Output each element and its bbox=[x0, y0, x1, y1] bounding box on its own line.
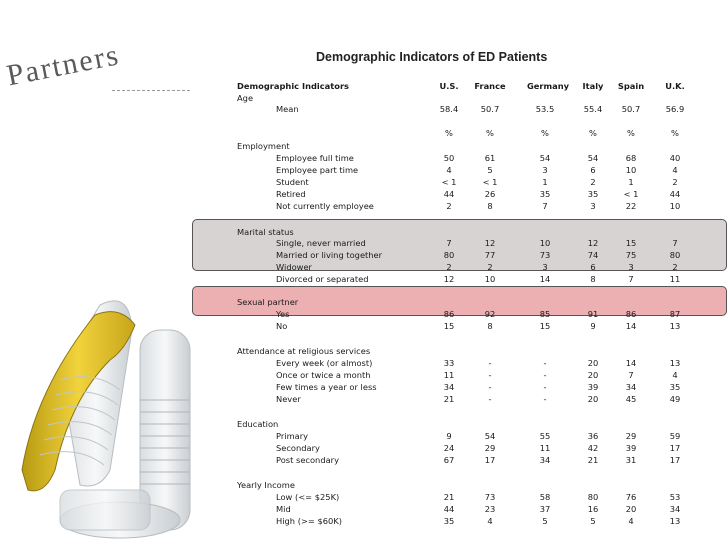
table-cell: 15 bbox=[443, 321, 455, 331]
table-cell: 40 bbox=[669, 153, 681, 163]
table-cell: 10 bbox=[625, 165, 637, 175]
table-cell: 58 bbox=[539, 492, 551, 502]
table-cell: 2 bbox=[446, 262, 452, 272]
table-cell: 80 bbox=[669, 250, 681, 260]
slide-title: Partners bbox=[4, 38, 123, 93]
table-cell: 54 bbox=[539, 153, 551, 163]
table-cell: 4 bbox=[487, 516, 493, 526]
table-cell: 56.9 bbox=[665, 104, 685, 114]
table-cell: 87 bbox=[669, 309, 681, 319]
row-label: Never bbox=[276, 394, 301, 404]
row-label: Primary bbox=[276, 431, 309, 441]
table-cell: 80 bbox=[443, 250, 455, 260]
row-label: No bbox=[276, 321, 288, 331]
table-cell: 5 bbox=[487, 165, 493, 175]
table-row bbox=[0, 308, 728, 320]
table-cell: 5 bbox=[542, 516, 548, 526]
table-cell: 34 bbox=[539, 455, 551, 465]
table-cell: 7 bbox=[446, 238, 452, 248]
section-label: Sexual partner bbox=[237, 297, 299, 307]
col-header: Spain bbox=[617, 81, 645, 91]
table-cell: 10 bbox=[669, 201, 681, 211]
table-cell: 73 bbox=[539, 250, 551, 260]
table-cell: 7 bbox=[542, 201, 548, 211]
table-row bbox=[0, 418, 728, 430]
table-cell: 13 bbox=[669, 321, 681, 331]
table-cell: 4 bbox=[446, 165, 452, 175]
table-row bbox=[0, 176, 728, 188]
table-cell: 13 bbox=[669, 516, 681, 526]
table-cell: 35 bbox=[539, 189, 551, 199]
table-row bbox=[0, 393, 728, 405]
table-cell: 54 bbox=[587, 153, 599, 163]
row-label: Every week (or almost) bbox=[276, 358, 373, 368]
table-row bbox=[0, 296, 728, 308]
table-cell: 85 bbox=[539, 309, 551, 319]
row-label: Divorced or separated bbox=[276, 274, 369, 284]
table-cell: 36 bbox=[587, 431, 599, 441]
row-label: Retired bbox=[276, 189, 306, 199]
table-cell: 2 bbox=[487, 262, 493, 272]
table-cell: < 1 bbox=[623, 189, 639, 199]
table-cell: % bbox=[486, 128, 494, 138]
table-cell: 59 bbox=[669, 431, 681, 441]
table-cell: 5 bbox=[590, 516, 596, 526]
table-cell: 12 bbox=[484, 238, 496, 248]
row-label: Employee part time bbox=[276, 165, 359, 175]
table-cell: 21 bbox=[443, 492, 455, 502]
table-cell: 16 bbox=[587, 504, 599, 514]
table-cell: 21 bbox=[443, 394, 455, 404]
table-row bbox=[0, 152, 728, 164]
col-header: Italy bbox=[582, 81, 604, 91]
table-title: Demographic Indicators of ED Patients bbox=[316, 50, 548, 64]
table-cell: 21 bbox=[587, 455, 599, 465]
table-cell: 53 bbox=[669, 492, 681, 502]
table-cell: 13 bbox=[669, 358, 681, 368]
table-cell: 39 bbox=[625, 443, 637, 453]
table-cell: 6 bbox=[590, 262, 596, 272]
row-label: Not currently employee bbox=[276, 201, 374, 211]
table-cell: 29 bbox=[625, 431, 637, 441]
table-row bbox=[0, 381, 728, 393]
table-row bbox=[0, 200, 728, 212]
section-label: Attendance at religious services bbox=[237, 346, 371, 356]
table-cell: 55.4 bbox=[583, 104, 603, 114]
table-cell: 37 bbox=[539, 504, 551, 514]
table-cell: 35 bbox=[443, 516, 455, 526]
section-label: Age bbox=[237, 93, 254, 103]
table-row bbox=[0, 188, 728, 200]
table-cell: 17 bbox=[669, 443, 681, 453]
table-cell: 9 bbox=[446, 431, 452, 441]
table-cell: 20 bbox=[625, 504, 637, 514]
header-label: Demographic Indicators bbox=[237, 81, 349, 91]
table-cell: - bbox=[543, 382, 547, 392]
table-cell: 35 bbox=[587, 189, 599, 199]
row-label: Single, never married bbox=[276, 238, 366, 248]
table-cell: 7 bbox=[628, 370, 634, 380]
table-cell: 9 bbox=[590, 321, 596, 331]
row-label: Student bbox=[276, 177, 309, 187]
table-row bbox=[0, 164, 728, 176]
table-cell: 86 bbox=[443, 309, 455, 319]
row-label: Few times a year or less bbox=[276, 382, 377, 392]
table-cell: - bbox=[488, 394, 492, 404]
table-cell: 20 bbox=[587, 370, 599, 380]
table-cell: 34 bbox=[625, 382, 637, 392]
table-cell: 11 bbox=[539, 443, 551, 453]
table-cell: 15 bbox=[539, 321, 551, 331]
table-cell: % bbox=[627, 128, 635, 138]
row-label: Post secondary bbox=[276, 455, 339, 465]
table-cell: 54 bbox=[484, 431, 496, 441]
table-row bbox=[0, 515, 728, 527]
table-cell: 4 bbox=[672, 165, 678, 175]
table-row bbox=[0, 442, 728, 454]
table-cell: 2 bbox=[672, 262, 678, 272]
table-cell: 8 bbox=[487, 201, 493, 211]
table-cell: 3 bbox=[542, 262, 548, 272]
table-cell: 42 bbox=[587, 443, 599, 453]
table-cell: < 1 bbox=[482, 177, 498, 187]
table-cell: % bbox=[671, 128, 679, 138]
table-row bbox=[0, 261, 728, 273]
table-cell: 22 bbox=[625, 201, 637, 211]
table-cell: 29 bbox=[484, 443, 496, 453]
table-cell: 4 bbox=[672, 370, 678, 380]
col-header: U.S. bbox=[439, 81, 459, 91]
table-cell: 20 bbox=[587, 358, 599, 368]
table-cell: 92 bbox=[484, 309, 496, 319]
table-cell: 61 bbox=[484, 153, 496, 163]
table-cell: 31 bbox=[625, 455, 637, 465]
section-label: Employment bbox=[237, 141, 290, 151]
table-cell: 12 bbox=[587, 238, 599, 248]
table-row bbox=[0, 430, 728, 442]
row-label: Once or twice a month bbox=[276, 370, 371, 380]
table-cell: 34 bbox=[669, 504, 681, 514]
table-cell: 73 bbox=[484, 492, 496, 502]
table-cell: 50.7 bbox=[480, 104, 500, 114]
table-row bbox=[0, 249, 728, 261]
table-cell: 11 bbox=[443, 370, 455, 380]
table-cell: 80 bbox=[587, 492, 599, 502]
table-cell: 86 bbox=[625, 309, 637, 319]
table-cell: - bbox=[543, 394, 547, 404]
table-cell: 11 bbox=[669, 274, 681, 284]
row-label: Yes bbox=[276, 309, 290, 319]
table-cell: 8 bbox=[590, 274, 596, 284]
table-cell: 2 bbox=[446, 201, 452, 211]
table-cell: 44 bbox=[443, 504, 455, 514]
table-row bbox=[0, 345, 728, 357]
row-label: Secondary bbox=[276, 443, 320, 453]
table-cell: % bbox=[541, 128, 549, 138]
table-cell: 50.7 bbox=[621, 104, 641, 114]
table-cell: - bbox=[488, 382, 492, 392]
table-header-row bbox=[0, 80, 728, 92]
col-header: France bbox=[474, 81, 506, 91]
table-row bbox=[0, 320, 728, 332]
table-row bbox=[0, 127, 728, 139]
row-label: Married or living together bbox=[276, 250, 383, 260]
table-row bbox=[0, 454, 728, 466]
section-label: Yearly Income bbox=[237, 480, 295, 490]
table-cell: 39 bbox=[587, 382, 599, 392]
table-cell: 67 bbox=[443, 455, 455, 465]
table-cell: 2 bbox=[590, 177, 596, 187]
table-cell: 1 bbox=[628, 177, 634, 187]
table-cell: 26 bbox=[484, 189, 496, 199]
section-label: Marital status bbox=[237, 227, 294, 237]
row-label: Mid bbox=[276, 504, 291, 514]
table-row bbox=[0, 369, 728, 381]
row-label: High (>= $60K) bbox=[276, 516, 342, 526]
table-cell: 34 bbox=[443, 382, 455, 392]
table-cell: - bbox=[488, 370, 492, 380]
table-cell: % bbox=[589, 128, 597, 138]
table-row bbox=[0, 273, 728, 285]
table-cell: 20 bbox=[587, 394, 599, 404]
table-cell: 7 bbox=[628, 274, 634, 284]
table-cell: 7 bbox=[672, 238, 678, 248]
table-cell: 23 bbox=[484, 504, 496, 514]
table-cell: 4 bbox=[628, 516, 634, 526]
table-cell: 35 bbox=[669, 382, 681, 392]
table-cell: 45 bbox=[625, 394, 637, 404]
col-header: Germany bbox=[527, 81, 570, 91]
table-row bbox=[0, 491, 728, 503]
table-cell: 44 bbox=[669, 189, 681, 199]
table-cell: 2 bbox=[672, 177, 678, 187]
table-cell: 3 bbox=[628, 262, 634, 272]
table-cell: < 1 bbox=[441, 177, 457, 187]
table-cell: 49 bbox=[669, 394, 681, 404]
row-label: Employee full time bbox=[276, 153, 354, 163]
table-cell: 50 bbox=[443, 153, 455, 163]
table-cell: - bbox=[543, 358, 547, 368]
table-cell: 75 bbox=[625, 250, 637, 260]
table-row bbox=[0, 503, 728, 515]
table-cell: - bbox=[543, 370, 547, 380]
table-cell: 74 bbox=[587, 250, 599, 260]
table-row bbox=[0, 140, 728, 152]
table-cell: 33 bbox=[443, 358, 455, 368]
table-cell: 3 bbox=[542, 165, 548, 175]
table-cell: 15 bbox=[625, 238, 637, 248]
table-cell: 55 bbox=[539, 431, 551, 441]
table-cell: 8 bbox=[487, 321, 493, 331]
table-cell: 14 bbox=[625, 358, 637, 368]
table-cell: 17 bbox=[669, 455, 681, 465]
section-label: Education bbox=[237, 419, 279, 429]
table-cell: 77 bbox=[484, 250, 496, 260]
table-cell: % bbox=[445, 128, 453, 138]
table-row bbox=[0, 237, 728, 249]
table-cell: 44 bbox=[443, 189, 455, 199]
table-cell: 17 bbox=[484, 455, 496, 465]
table-cell: 24 bbox=[443, 443, 455, 453]
table-cell: 14 bbox=[539, 274, 551, 284]
table-cell: - bbox=[488, 358, 492, 368]
table-cell: 53.5 bbox=[535, 104, 555, 114]
table-cell: 58.4 bbox=[439, 104, 459, 114]
row-label: Widower bbox=[276, 262, 312, 272]
table-cell: 12 bbox=[443, 274, 455, 284]
row-label: Mean bbox=[276, 104, 299, 114]
table-cell: 76 bbox=[625, 492, 637, 502]
table-row bbox=[0, 103, 728, 115]
table-cell: 14 bbox=[625, 321, 637, 331]
table-cell: 1 bbox=[542, 177, 548, 187]
table-cell: 10 bbox=[539, 238, 551, 248]
col-header: U.K. bbox=[665, 81, 685, 91]
table-cell: 10 bbox=[484, 274, 496, 284]
table-cell: 68 bbox=[625, 153, 637, 163]
row-label: Low (<= $25K) bbox=[276, 492, 340, 502]
table-row bbox=[0, 479, 728, 491]
table-cell: 6 bbox=[590, 165, 596, 175]
table-cell: 91 bbox=[587, 309, 599, 319]
table-row bbox=[0, 357, 728, 369]
table-cell: 3 bbox=[590, 201, 596, 211]
